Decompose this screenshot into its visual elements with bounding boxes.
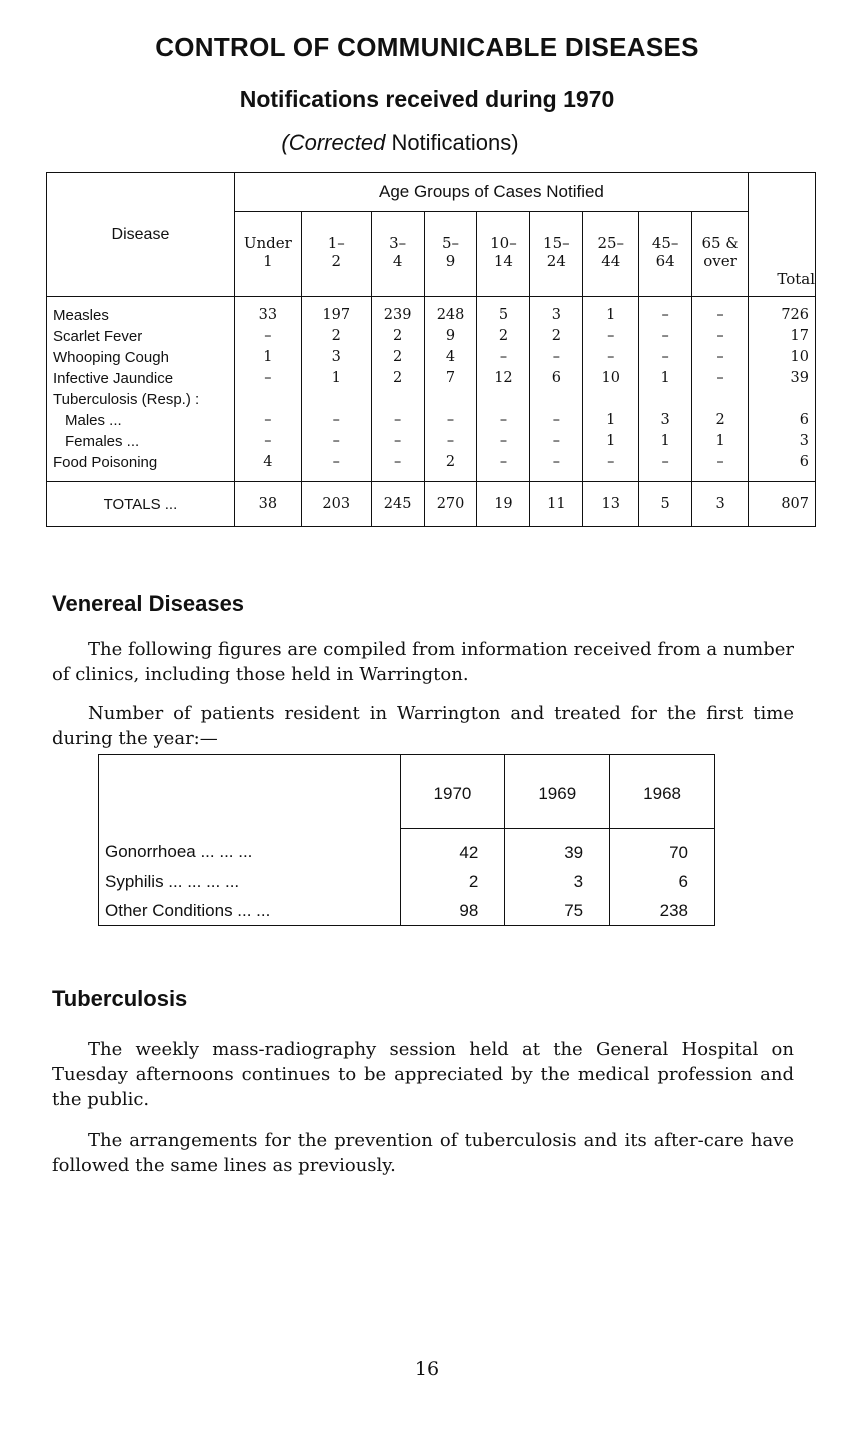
age-group-line-2: 4 xyxy=(392,252,403,270)
table-cell: – xyxy=(477,347,530,368)
disease-name: Measles xyxy=(47,297,235,327)
table-cell: 2 xyxy=(424,452,477,482)
age-group-line-1: 65 & xyxy=(701,234,739,252)
table-cell: – xyxy=(530,431,583,452)
totals-cell: 5 xyxy=(639,482,692,527)
age-group-line-1: 25– xyxy=(597,234,625,252)
table-cell: – xyxy=(234,431,301,452)
age-group-line-1: Under xyxy=(243,234,292,252)
table-cell: 10 xyxy=(583,368,639,389)
table-cell: – xyxy=(477,431,530,452)
table-cell: 2 xyxy=(692,410,749,431)
table-cell: – xyxy=(530,452,583,482)
corrected-note-italic: (Corrected xyxy=(281,130,386,155)
table-cell: 2 xyxy=(371,347,424,368)
totals-cell: 11 xyxy=(530,482,583,527)
table-cell: – xyxy=(639,347,692,368)
age-group-line-2: 24 xyxy=(546,252,566,270)
table-cell: 12 xyxy=(477,368,530,389)
table-cell: – xyxy=(530,347,583,368)
table-cell: 6 xyxy=(610,867,715,896)
venereal-paragraph-1: The following figures are compiled from information received from a number of clinics, including those held in Warrington. xyxy=(52,639,794,685)
table-cell: 3 xyxy=(530,297,583,327)
table-cell: – xyxy=(234,326,301,347)
table-cell: – xyxy=(583,326,639,347)
age-group-header xyxy=(530,212,583,297)
disease-name: Females ... xyxy=(47,431,235,452)
table-cell: 1 xyxy=(692,431,749,452)
table-cell: 3 xyxy=(301,347,371,368)
condition-name: Other Conditions ... ... xyxy=(99,896,401,926)
disease-name: Scarlet Fever xyxy=(47,326,235,347)
age-group-header xyxy=(692,212,749,297)
total-column-header: Total xyxy=(749,173,816,297)
tuberculosis-paragraph-1: The weekly mass-radiography session held at the General Hospital on Tuesday afternoons continues to be appreciated by the medical profession and the public. xyxy=(52,1039,794,1110)
age-group-line-2: 14 xyxy=(493,252,513,270)
age-group-line-1: 5– xyxy=(442,234,460,252)
table-cell: – xyxy=(639,326,692,347)
tuberculosis-paragraph-2: The arrangements for the prevention of tuberculosis and its after-care have followed the same lines as previously. xyxy=(52,1130,794,1176)
totals-cell: 245 xyxy=(371,482,424,527)
tuberculosis-heading: Tuberculosis xyxy=(52,986,188,1011)
age-group-line-2: 64 xyxy=(655,252,675,270)
table-row xyxy=(47,410,816,431)
table-cell xyxy=(301,389,371,410)
row-total: 17 xyxy=(749,326,816,347)
row-total: 39 xyxy=(749,368,816,389)
table-cell: 42 xyxy=(400,829,505,868)
table-cell: 3 xyxy=(639,410,692,431)
table-row xyxy=(99,867,715,896)
totals-cell: 38 xyxy=(234,482,301,527)
table-cell: 70 xyxy=(610,829,715,868)
table-cell: 2 xyxy=(400,867,505,896)
table-cell: 2 xyxy=(301,326,371,347)
table-cell xyxy=(477,389,530,410)
table-cell: 75 xyxy=(505,896,610,926)
table-cell: 1 xyxy=(301,368,371,389)
age-group-header xyxy=(371,212,424,297)
totals-cell: 3 xyxy=(692,482,749,527)
disease-name: Males ... xyxy=(47,410,235,431)
table-cell: – xyxy=(530,410,583,431)
condition-name: Gonorrhoea ... ... ... xyxy=(99,829,401,868)
age-group-line-1: 15– xyxy=(543,234,570,252)
table-cell xyxy=(692,389,749,410)
age-group-line-1: 45– xyxy=(651,234,679,252)
table-row xyxy=(47,431,816,452)
age-group-header xyxy=(234,212,301,297)
table-cell: 1 xyxy=(583,431,639,452)
table-cell: 6 xyxy=(530,368,583,389)
age-group-header xyxy=(301,212,371,297)
table-row xyxy=(47,368,816,389)
table-cell: – xyxy=(477,452,530,482)
table-cell: 248 xyxy=(424,297,477,327)
table-row xyxy=(47,347,816,368)
table-cell xyxy=(583,389,639,410)
age-group-line-1: 10– xyxy=(490,234,517,252)
table-cell: 239 xyxy=(371,297,424,327)
age-group-header xyxy=(424,212,477,297)
venereal-heading: Venereal Diseases xyxy=(52,591,245,616)
totals-cell: 13 xyxy=(583,482,639,527)
table-row xyxy=(99,829,715,868)
venereal-table-blank-header xyxy=(99,755,401,829)
table-cell: – xyxy=(692,347,749,368)
condition-name: Syphilis ... ... ... ... xyxy=(99,867,401,896)
age-group-line-2: 1 xyxy=(263,252,273,270)
table-cell: 3 xyxy=(505,867,610,896)
table-cell: 4 xyxy=(424,347,477,368)
table-cell: – xyxy=(234,368,301,389)
page-subtitle: Notifications received during 1970 xyxy=(239,86,615,112)
table-cell: – xyxy=(639,297,692,327)
year-header: 1970 xyxy=(400,755,505,829)
table-cell: 197 xyxy=(301,297,371,327)
venereal-paragraph-2: Number of patients resident in Warrington and treated for the first time during the year:— xyxy=(52,703,794,749)
table-cell: 1 xyxy=(639,431,692,452)
page-number: 16 xyxy=(414,1358,440,1380)
row-total: 6 xyxy=(749,452,816,482)
age-group-line-2: 9 xyxy=(445,252,456,270)
table-cell: – xyxy=(583,452,639,482)
corrected-note xyxy=(0,130,800,156)
table-cell: – xyxy=(692,297,749,327)
table-cell: 39 xyxy=(505,829,610,868)
year-header: 1969 xyxy=(505,755,610,829)
page-title: CONTROL OF COMMUNICABLE DISEASES xyxy=(155,32,699,62)
table-cell: 2 xyxy=(530,326,583,347)
table-cell: 4 xyxy=(234,452,301,482)
table-cell: – xyxy=(234,410,301,431)
row-total xyxy=(749,389,816,410)
disease-column-header: Disease xyxy=(47,173,235,297)
age-group-line-2: 2 xyxy=(331,252,342,270)
notifications-table xyxy=(46,172,816,527)
table-row xyxy=(47,452,816,482)
age-group-line-1: 3– xyxy=(389,234,407,252)
table-cell: 1 xyxy=(583,297,639,327)
table-cell: – xyxy=(692,452,749,482)
disease-name: Food Poisoning xyxy=(47,452,235,482)
table-row xyxy=(47,389,816,410)
table-cell: 5 xyxy=(477,297,530,327)
table-cell: 9 xyxy=(424,326,477,347)
age-group-line-2: 44 xyxy=(601,252,621,270)
table-cell: 98 xyxy=(400,896,505,926)
disease-name: Tuberculosis (Resp.) : xyxy=(47,389,235,410)
totals-label: TOTALS ... xyxy=(47,482,235,527)
row-total: 3 xyxy=(749,431,816,452)
totals-row xyxy=(47,482,816,527)
age-group-line-1: 1– xyxy=(327,234,345,252)
table-cell: – xyxy=(301,452,371,482)
totals-cell: 203 xyxy=(301,482,371,527)
totals-cell: 270 xyxy=(424,482,477,527)
table-cell: – xyxy=(639,452,692,482)
table-row xyxy=(47,297,816,327)
table-cell: – xyxy=(583,347,639,368)
age-groups-header: Age Groups of Cases Notified xyxy=(234,173,748,212)
row-total: 10 xyxy=(749,347,816,368)
year-header: 1968 xyxy=(610,755,715,829)
table-cell: – xyxy=(692,368,749,389)
disease-name: Infective Jaundice xyxy=(47,368,235,389)
table-cell xyxy=(530,389,583,410)
table-cell xyxy=(234,389,301,410)
table-cell: 1 xyxy=(583,410,639,431)
table-cell: 7 xyxy=(424,368,477,389)
table-cell xyxy=(639,389,692,410)
age-group-header xyxy=(583,212,639,297)
table-cell: – xyxy=(371,410,424,431)
table-cell xyxy=(371,389,424,410)
age-group-header xyxy=(477,212,530,297)
totals-cell: 19 xyxy=(477,482,530,527)
table-cell: – xyxy=(424,410,477,431)
grand-total: 807 xyxy=(749,482,816,527)
age-group-line-2: over xyxy=(703,252,737,270)
age-group-header xyxy=(639,212,692,297)
table-cell: 2 xyxy=(371,326,424,347)
table-cell: – xyxy=(371,431,424,452)
table-cell: – xyxy=(692,326,749,347)
table-cell: 2 xyxy=(477,326,530,347)
corrected-note-rest: Notifications) xyxy=(391,130,519,155)
table-cell: 1 xyxy=(234,347,301,368)
table-cell: – xyxy=(301,410,371,431)
table-cell: 33 xyxy=(234,297,301,327)
disease-name: Whooping Cough xyxy=(47,347,235,368)
table-cell: – xyxy=(477,410,530,431)
table-cell: 1 xyxy=(639,368,692,389)
table-cell: 2 xyxy=(371,368,424,389)
table-cell xyxy=(424,389,477,410)
table-cell: – xyxy=(424,431,477,452)
venereal-table xyxy=(98,754,715,926)
table-row xyxy=(99,896,715,926)
row-total: 726 xyxy=(749,297,816,327)
table-cell: – xyxy=(371,452,424,482)
table-cell: – xyxy=(301,431,371,452)
table-cell: 238 xyxy=(610,896,715,926)
table-row xyxy=(47,326,816,347)
row-total: 6 xyxy=(749,410,816,431)
